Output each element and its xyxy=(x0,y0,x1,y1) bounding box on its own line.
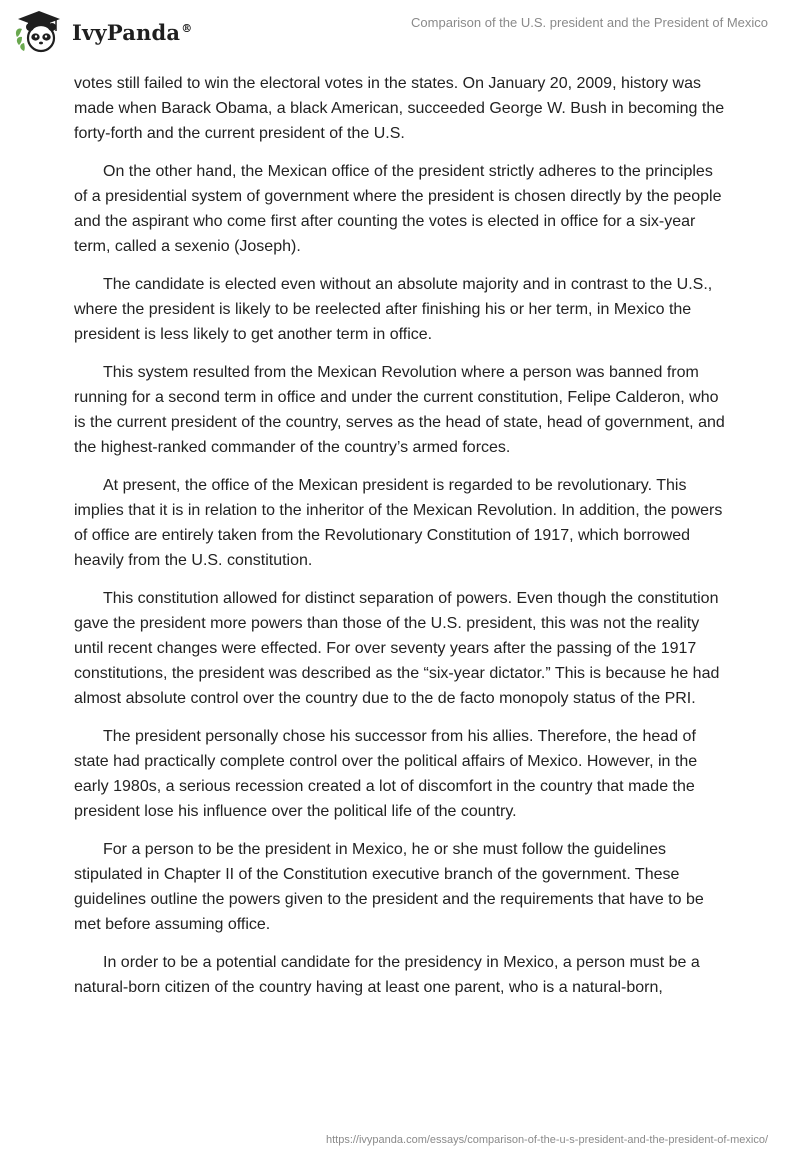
paragraph: The president personally chose his successor from his allies. Therefore, the head of state had practically complete control over the political affairs of Mexico. However, in the early 1980s, a serious recession created a lot of discomfort in the country that made the president lose his influence over the political life of the country. xyxy=(74,728,698,820)
essay-body xyxy=(74,71,730,1013)
ivypanda-logo[interactable] xyxy=(14,9,192,53)
paragraph: votes still failed to win the electoral votes in the states. On January 20, 2009, history was made when Barack Obama, a black American, succeeded George W. Bush in becoming the forty-forth and the current president of the U.S. xyxy=(74,75,725,142)
panda-graduate-icon xyxy=(14,9,64,53)
paragraph: This constitution allowed for distinct separation of powers. Even though the constitution gave the president more powers than those of the U.S. president, this was not the reality until recent changes were effected. For over seventy years after the passing of the 1917 constitutions, the president was described as the “six-year dictator.” This is because he had almost absolute control over the country due to the de facto monopoly status of the PRI. xyxy=(74,590,720,707)
logo-registered-mark: ® xyxy=(181,21,193,35)
page-header xyxy=(0,0,800,60)
paragraph: This system resulted from the Mexican Revolution where a person was banned from running for a second term in office and under the current constitution, Felipe Calderon, who is the current president of the country, serves as the head of state, head of government, and the highest-ranked commander of the country’s armed forces. xyxy=(74,364,725,456)
paragraph: In order to be a potential candidate for the presidency in Mexico, a person must be a natural-born citizen of the country having at least one parent, who is a natural-born, xyxy=(74,954,700,996)
logo-name: IvyPanda xyxy=(72,19,181,45)
paragraph: At present, the office of the Mexican president is regarded to be revolutionary. This implies that it is in relation to the inheritor of the Mexican Revolution. In addition, the powers of office are entirely taken from the Revolutionary Constitution of 1917, which borrowed heavily from the U.S. constitution. xyxy=(74,477,723,569)
document-title: Comparison of the U.S. president and the President of Mexico xyxy=(411,15,768,30)
source-url[interactable]: https://ivypanda.com/essays/comparison-of-the-u-s-president-and-the-president-of-mexico/ xyxy=(325,1134,768,1146)
paragraph: On the other hand, the Mexican office of the president strictly adheres to the principles of a presidential system of government where the president is chosen directly by the people and the aspirant who come first after counting the votes is elected in office for a six-year term, called a sexenio (Joseph). xyxy=(74,163,722,255)
paragraph: The candidate is elected even without an absolute majority and in contrast to the U.S., where the president is likely to be reelected after finishing his or her term, in Mexico the president is less likely to get another term in office. xyxy=(74,276,713,343)
paragraph: For a person to be the president in Mexico, he or she must follow the guidelines stipulated in Chapter II of the Constitution executive branch of the government. These guidelines outline the powers given to the president and the requirements that have to be met before assuming office. xyxy=(74,841,704,933)
logo-wordmark xyxy=(72,20,192,45)
